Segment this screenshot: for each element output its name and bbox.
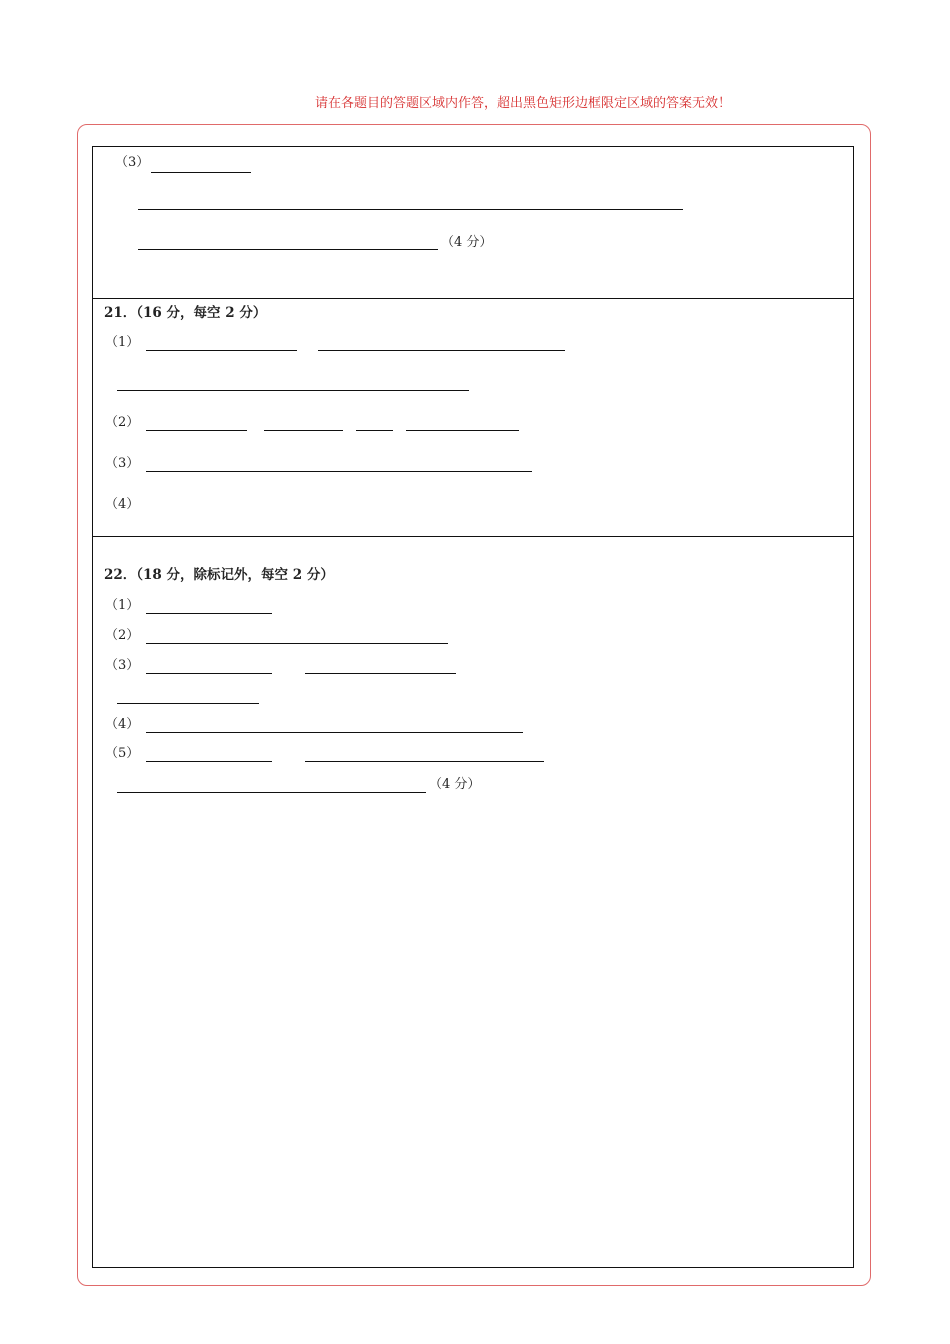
q22-part5-label: （5） bbox=[105, 746, 140, 761]
q21-part2-blank-1[interactable] bbox=[146, 430, 247, 431]
q22-part4-blank-1[interactable] bbox=[146, 732, 523, 733]
section-divider-21-22 bbox=[93, 536, 853, 537]
q21-part1-blank-2[interactable] bbox=[318, 350, 565, 351]
q21-part3-label: （3） bbox=[105, 456, 140, 471]
q21-part1-blank-3[interactable] bbox=[117, 390, 469, 391]
q21-part2-blank-2[interactable] bbox=[264, 430, 343, 431]
q22-part1-label: （1） bbox=[105, 598, 140, 613]
q22-part5-blank-1[interactable] bbox=[146, 761, 272, 762]
q22-part2-label: （2） bbox=[105, 628, 140, 643]
q21-part2-blank-3[interactable] bbox=[356, 430, 393, 431]
answer-area-frame bbox=[92, 146, 854, 1268]
q22-part3-label: （3） bbox=[105, 658, 140, 673]
q21-part4-label: （4） bbox=[105, 497, 140, 512]
q21-part1-label: （1） bbox=[105, 335, 140, 350]
q21-part2-blank-4[interactable] bbox=[406, 430, 519, 431]
q20-part3-points: （4 分） bbox=[441, 235, 493, 250]
q20-part3-label: （3） bbox=[115, 155, 150, 170]
section-divider-20-21 bbox=[93, 298, 853, 299]
q21-part1-blank-1[interactable] bbox=[146, 350, 297, 351]
q22-part2-blank-1[interactable] bbox=[146, 643, 448, 644]
q21-title: 21．（16 分，每空 2 分） bbox=[104, 305, 267, 321]
answer-area-notice: 请在各题目的答题区域内作答，超出黑色矩形边框限定区域的答案无效！ bbox=[314, 96, 731, 111]
q22-part1-blank-1[interactable] bbox=[146, 613, 272, 614]
q22-part5-points: （4 分） bbox=[429, 777, 481, 792]
q20-part3-blank-3[interactable] bbox=[138, 249, 438, 250]
q22-part3-blank-2[interactable] bbox=[305, 673, 456, 674]
q20-part3-blank-2[interactable] bbox=[138, 209, 683, 210]
q22-part4-label: （4） bbox=[105, 717, 140, 732]
q21-part3-blank-1[interactable] bbox=[146, 471, 532, 472]
q22-part5-blank-2[interactable] bbox=[305, 761, 544, 762]
q22-part5-blank-3[interactable] bbox=[117, 792, 426, 793]
q21-part2-label: （2） bbox=[105, 415, 140, 430]
q22-title: 22．（18 分，除标记外，每空 2 分） bbox=[104, 567, 334, 583]
q22-part3-blank-3[interactable] bbox=[117, 703, 259, 704]
q20-part3-blank-1[interactable] bbox=[151, 172, 251, 173]
q22-part3-blank-1[interactable] bbox=[146, 673, 272, 674]
